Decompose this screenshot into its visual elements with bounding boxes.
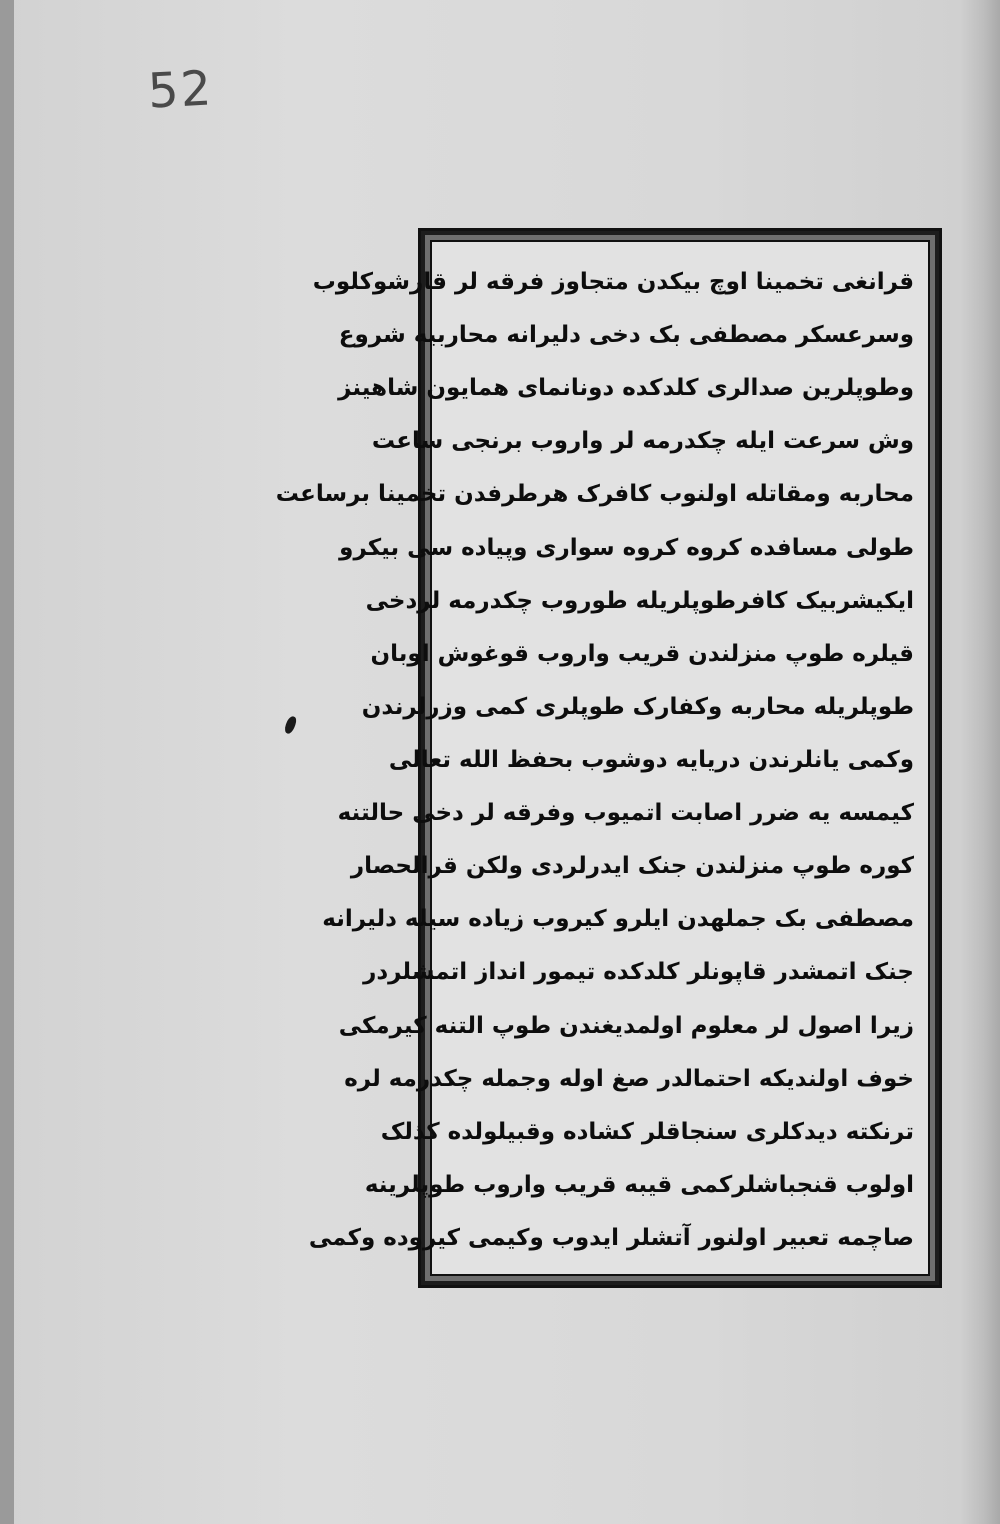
text-line: خوف اولندیکه احتمالدر صغ اوله وجمله چکدرمه لره bbox=[344, 1065, 914, 1092]
text-line: طولی مسافده کروه کروه سواری وپیاده سی بیکرو bbox=[339, 534, 914, 561]
ink-blot bbox=[283, 715, 298, 735]
binding-gutter bbox=[0, 0, 14, 1524]
text-line: ترنکته دیدکلری سنجاقلر کشاده وقبیلولده کذلک bbox=[380, 1118, 914, 1145]
frame-text-area bbox=[275, 240, 930, 1276]
text-block bbox=[275, 262, 914, 1258]
frame-border-band bbox=[275, 235, 935, 1281]
text-line: ایکیشربیک کافرطوپلریله طوروب چکدرمه لردخی bbox=[365, 587, 914, 614]
text-line: وکمی یانلرندن دریایه دوشوب بحفظ الله تعالی bbox=[388, 746, 914, 773]
text-line: جنک اتمشدر قاپونلر کلدکده تیمور انداز اتمشلردر bbox=[363, 959, 914, 986]
text-line: زیرا اصول لر معلوم اولمدیغندن طوپ التنه کیرمکی bbox=[338, 1012, 914, 1039]
text-line: طوپلریله محاربه وکفارک طوپلری کمی وزرلرندن bbox=[361, 693, 914, 720]
text-line: اولوب قنجباشلرکمی قیبه قریب واروب طوپلرینه bbox=[364, 1171, 914, 1198]
text-line: وش سرعت ایله چکدرمه لر واروب برنجی ساعت bbox=[371, 428, 914, 455]
text-line: کوره طوپ منزلندن جنک ایدرلردی ولکن قرالحصار bbox=[350, 853, 914, 880]
text-line: وسرعسکر مصطفی بک دخی دلیرانه محاربیه شروع bbox=[338, 322, 914, 349]
text-line: قیلره طوپ منزلندن قریب واروب قوغوش اوبان bbox=[370, 640, 914, 667]
text-line: قرانغی تخمینا اوچ بیکدن متجاوز فرقه لر قارشوکلوب bbox=[312, 269, 914, 295]
text-line: صاچمه تعبیر اولنور آتشلر ایدوب وکیمی کیروده وکمی bbox=[308, 1224, 914, 1251]
text-line: وطوپلرین صدالری کلدکده دونانمای همایون شاهینز bbox=[338, 375, 914, 402]
page-number: 52 bbox=[146, 60, 215, 120]
text-line: کیمسه یه ضرر اصابت اتمیوب وفرقه لر دخی حالتنه bbox=[337, 800, 914, 827]
page-edge-shadow bbox=[960, 0, 1000, 1524]
text-line: مصطفی بک جملهدن ایلرو کیروب زیاده سیله دلیرانه bbox=[322, 906, 914, 933]
text-line: محاربه ومقاتله اولنوب کافرک هرطرفدن تخمینا برساعت bbox=[275, 481, 914, 508]
text-frame bbox=[275, 228, 942, 1288]
